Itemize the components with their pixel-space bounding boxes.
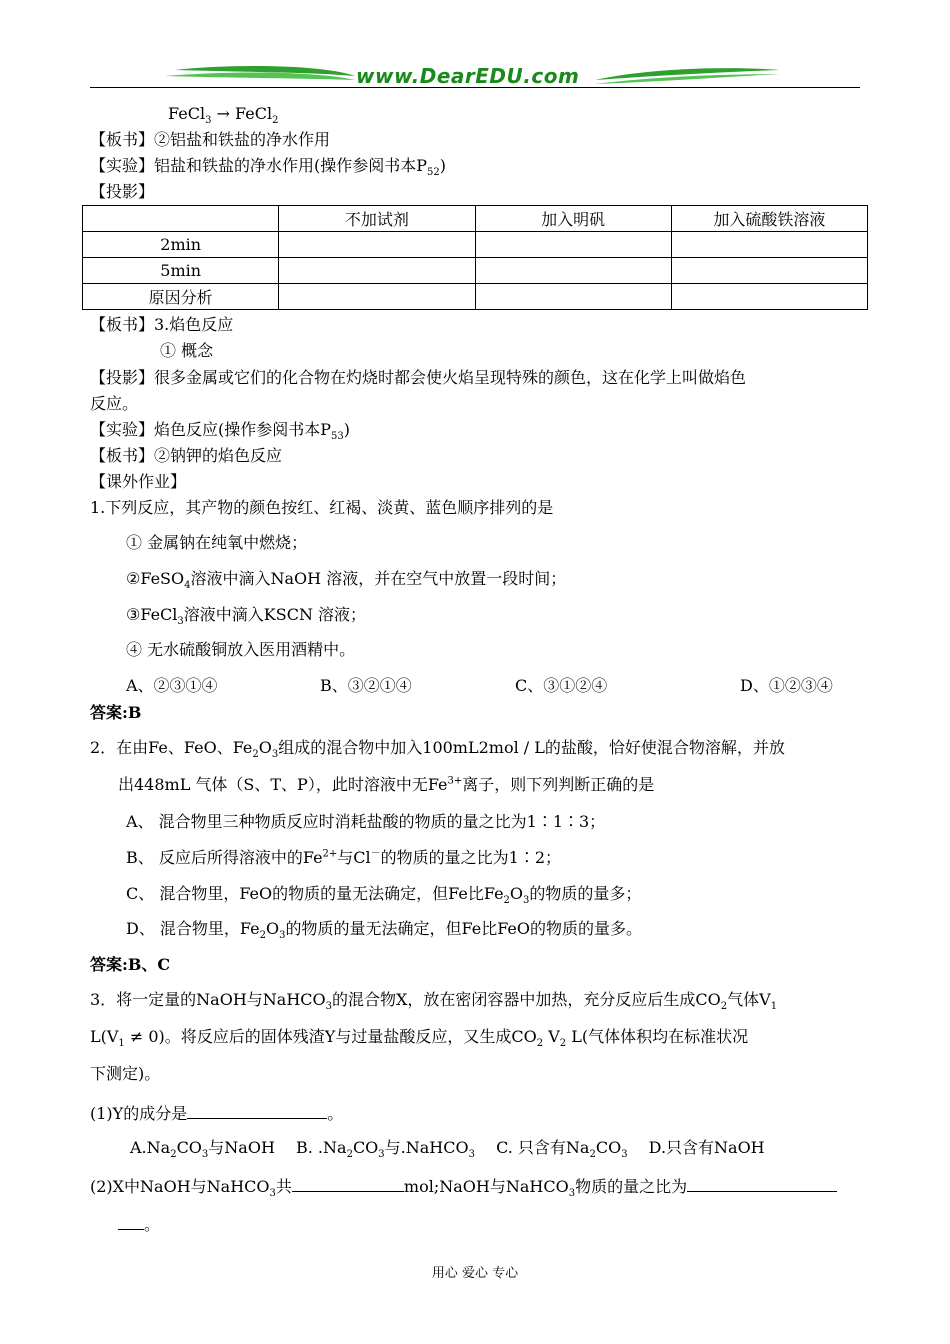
q3-stem-3: 下测定)。: [90, 1064, 161, 1083]
homework-heading: 【课外作业】: [90, 472, 187, 491]
table-row: [83, 232, 868, 258]
table-cell: 加入硫酸铁溶液: [671, 206, 867, 232]
q2-option-c: C、 混合物里，FeO的物质的量无法确定，但Fe比$Fe_2O_3$的物质的量多；: [126, 884, 642, 907]
q1-option-d: D、①②③④: [740, 676, 833, 695]
table-cell: [671, 258, 867, 284]
board-line-4: 【板书】②钠钾的焰色反应: [90, 446, 283, 465]
q3-part-2-continued: 。: [118, 1213, 160, 1235]
answer-blank[interactable]: [687, 1175, 837, 1192]
q3-part-2: (2)X中NaOH与NaHCO$_3$共 mol;NaOH与NaHCO$_3$物质的量之比为: [90, 1175, 837, 1197]
experiment-line-2: 【实验】焰色反应(操作参阅书本$P_{53}$): [90, 420, 350, 443]
q1-item-4: ④ 无水硫酸铜放入医用酒精中。: [126, 640, 356, 659]
table-row: [83, 258, 868, 284]
q1-item-1: ① 金属钠在纯氧中燃烧；: [126, 533, 308, 552]
table-row: [83, 284, 868, 310]
table-cell: [671, 232, 867, 258]
q1-item-2: ②FeSO$_4$溶液中滴入NaOH 溶液，并在空气中放置一段时间；: [126, 569, 567, 592]
q2-answer: 答案:B、C: [90, 955, 171, 974]
answer-blank[interactable]: [292, 1175, 404, 1192]
table-cell: [279, 284, 475, 310]
table-cell: [279, 258, 475, 284]
q1-answer: 答案:B: [90, 703, 142, 722]
projection-line: 【投影】: [90, 182, 155, 201]
table-cell: 2min: [83, 232, 279, 258]
page-footer: 用心 爱心 专心: [431, 1266, 519, 1281]
q2-option-b: B、 反应后所得溶液中的$Fe^{2+}$与Cl－的物质的量之比为1∶2；: [126, 848, 562, 867]
header-rule: [90, 87, 860, 88]
table-cell: 原因分析: [83, 284, 279, 310]
q2-stem-2: 出448mL 气体（S、T、P），此时溶液中无$Fe^{3+}$离子，则下列判断正确的是: [118, 775, 655, 794]
concept-line: ① 概念: [160, 341, 214, 360]
projection-text-2: 反应。: [90, 394, 139, 413]
q1-option-b: B、③②①④: [320, 676, 412, 695]
site-logo-text: www.DearEDU.com: [356, 64, 580, 88]
table-cell: [475, 232, 671, 258]
board-line-3: 【板书】3.焰色反应: [90, 315, 234, 334]
q1-option-a: A、②③①④: [126, 676, 218, 695]
answer-blank[interactable]: [187, 1102, 327, 1119]
q1-option-c: C、③①②④: [515, 676, 608, 695]
q3-part-1: (1)Y的成分是 。: [90, 1104, 344, 1123]
q3-stem-2: $L(V_1 \ne 0)$。将反应后的固体残渣Y与过量盐酸反应，又生成$CO_2$ $V_2$ L(气体体积均在标准状况: [90, 1027, 749, 1050]
formula-line: FeCl$_3$ → FeCl$_2$: [168, 104, 279, 127]
table-cell: [279, 232, 475, 258]
table-cell: [475, 284, 671, 310]
q2-option-d: D、 混合物里，$Fe_2O_3$的物质的量无法确定，但Fe比FeO的物质的量多。: [126, 919, 643, 942]
table-cell: 加入明矾: [475, 206, 671, 232]
board-line-2: 【板书】②铝盐和铁盐的净水作用: [90, 130, 331, 149]
q3-stem-1: 3．将一定量的NaOH与NaHCO$_3$的混合物X，放在密闭容器中加热，充分反应后生成$CO_2$气体$V_1$: [90, 990, 778, 1013]
table-cell: 5min: [83, 258, 279, 284]
table-cell: [671, 284, 867, 310]
q2-option-a: A、 混合物里三种物质反应时消耗盐酸的物质的量之比为1∶1∶3；: [126, 812, 606, 831]
q3-part-1-options: $A.Na_2CO_3$与NaOH B. $.Na_2CO_3$与.NaHCO$_3$ C. 只含有$Na_2CO_3$ D.只含有NaOH: [130, 1138, 765, 1161]
table-cell: [83, 206, 279, 232]
table-cell: [475, 258, 671, 284]
q1-stem: 1.下列反应，其产物的颜色按红、红褐、淡黄、蓝色顺序排列的是: [90, 498, 554, 517]
answer-blank[interactable]: [118, 1213, 144, 1230]
observation-table: [82, 205, 868, 310]
q2-stem-1: 2．在由Fe、FeO、$Fe_2O_3$组成的混合物中加入100mL2mol / L的盐酸，恰好使混合物溶解，并放: [90, 738, 785, 761]
table-cell: 不加试剂: [279, 206, 475, 232]
projection-text-1: 【投影】很多金属或它们的化合物在灼烧时都会使火焰呈现特殊的颜色，这在化学上叫做焰色: [90, 368, 747, 387]
q1-item-3: ③FeCl$_3$溶液中滴入KSCN 溶液；: [126, 605, 367, 628]
experiment-line-1: 【实验】铝盐和铁盐的净水作用(操作参阅书本$P_{52}$): [90, 156, 446, 179]
table-header-row: [83, 206, 868, 232]
